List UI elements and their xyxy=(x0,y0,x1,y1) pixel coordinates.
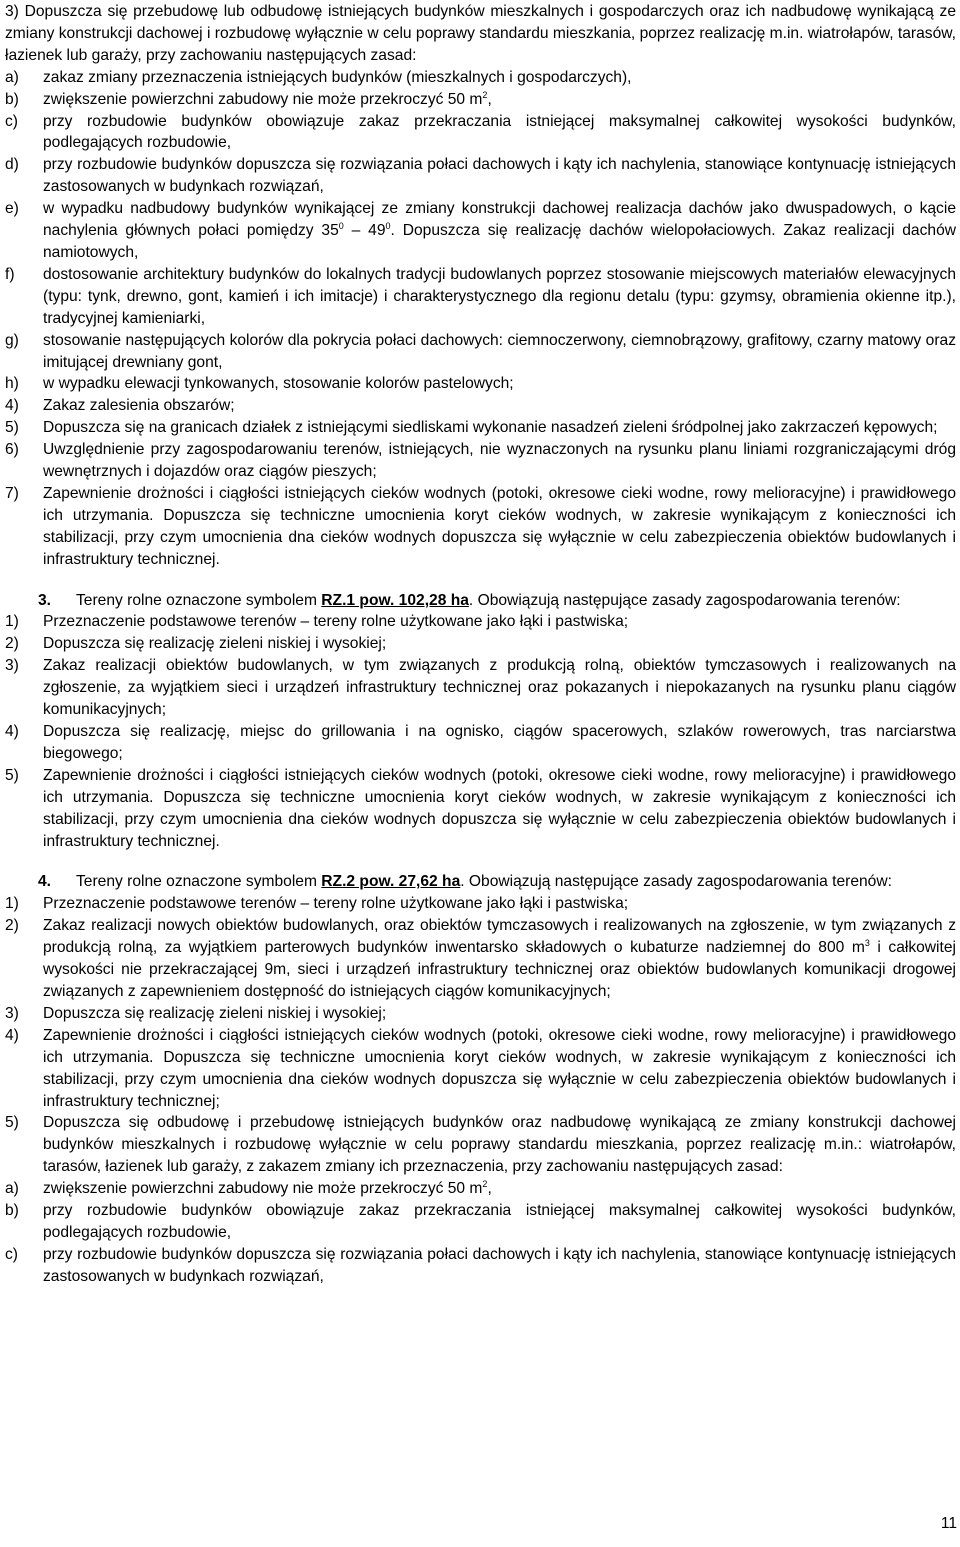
section-4-item-4: 4) Zapewnienie drożności i ciągłości istniejących cieków wodnych (potoki, okresowe cieki wodne, rowy melioracyjne) i prawidłowego ich utrzymania. Dopuszcza się techniczne umocnienia koryt cieków wodnych, w zakresie wynikającym z konieczności ich stabilizacji, przy czym umocnienia dna cieków wodnych dopuszcza się wyłącznie w celu zabezpieczenia obiektów budowlanych i infrastruktury technicznej; xyxy=(5,1026,956,1110)
sub-item-h: h) w wypadku elewacji tynkowanych, stosowanie kolorów pastelowych; xyxy=(5,375,514,393)
section-4-sub-a: a) zwiększenie powierzchni zabudowy nie może przekroczyć 50 $m^2$, xyxy=(5,1179,492,1198)
section-3-symbol: RZ.1 pow. 102,28 ha xyxy=(321,591,469,609)
section-4-heading: 4. Tereny rolne oznaczone symbolem RZ.2 pow. 27,62 ha. Obowiązują następujące zasady zagospodarowania terenów: xyxy=(38,873,892,891)
section-4-item-5: 5) Dopuszcza się odbudowę i przebudowę istniejących budynków oraz nadbudowę wynikającą ze zmiany konstrukcji dachowej budynków mieszkalnych i rozbudowę wyłącznie w celu poprawy standardu mieszkania, poprzez realizację m.in.: wiatrołapów, tarasów, łazienek lub garaży, z zakazem zmiany ich przeznaczenia, przy zachowaniu następujących zasad: xyxy=(5,1114,956,1176)
section-3-item-5: 5) Zapewnienie drożności i ciągłości istniejących cieków wodnych (potoki, okresowe cieki wodne, rowy melioracyjne) i prawidłowego ich utrzymania. Dopuszcza się techniczne umocnienia koryt cieków wodnych, w zakresie wynikającym z konieczności ich stabilizacji, przy czym umocnienia dna cieków wodnych dopuszcza się wyłącznie w celu zabezpieczenia obiektów budowlanych i infrastruktury technicznej. xyxy=(5,766,956,850)
paragraph-6: 6) Uwzględnienie przy zagospodarowaniu terenów, istniejących, nie wyznaczonych na rysunku planu liniami rozgraniczającymi dróg wewnętrznych i dojazdów oraz ciągów pieszych; xyxy=(5,441,956,481)
sub-item-b: b) zwiększenie powierzchni zabudowy nie może przekroczyć 50 $m^2$, xyxy=(5,89,492,108)
sub-item-e: e) w wypadku nadbudowy budynków wynikającej ze zmiany konstrukcji dachowej realizacja dachów jako dwuspadowych, o kącie nachylenia głównych połaci pomiędzy $35^0 - 49^0$. Dopuszcza się realizację dachów wielopołaciowych. Zakaz realizacji dachów namiotowych, xyxy=(5,200,956,261)
sub-item-c: c) przy rozbudowie budynków obowiązuje zakaz przekraczania istniejącej maksymalnej całkowitej wysokości budynków, podlegających rozbudowie, xyxy=(5,112,956,152)
section-4-item-1: 1) Przeznaczenie podstawowe terenów – tereny rolne użytkowane jako łąki i pastwiska; xyxy=(5,895,629,913)
section-4-item-2: 2) Zakaz realizacji nowych obiektów budowlanych, oraz obiektów tymczasowych i realizowanych na zgłoszenie, w tym związanych z produkcją rolną, za wyjątkiem parterowych budynków inwentarsko składowych o kubaturze nadziemnej do 800 $m^3$ i całkowitej wysokości nie przekraczającej 9m, sieci i urządzeń infrastruktury technicznej oraz obiektów budowlanych komunikacji drogowej związanych z zapewnieniem dostępność do istniejących ciągów komunikacyjnych; xyxy=(5,917,956,1000)
sub-item-f: f) dostosowanie architektury budynków do lokalnych tradycji budowlanych poprzez stosowanie miejscowych materiałów elewacyjnych (typu: tynk, drewno, gont, kamień i ich imitacje) i charakterystycznego dla regionu detalu (typu: gzymsy, obramienia okienne itp.), tradycyjnej kamieniarki, xyxy=(5,265,956,327)
sub-item-a: a) zakaz zmiany przeznaczenia istniejących budynków (mieszkalnych i gospodarczych), xyxy=(5,68,632,86)
section-3-item-3: 3) Zakaz realizacji obiektów budowlanych, w tym związanych z produkcją rolną, obiektów tymczasowych i realizowanych na zgłoszenie, za wyjątkiem sieci i urządzeń infrastruktury technicznej oraz pokazanych i niepokazanych na rysunku planu ciągów komunikacyjnych; xyxy=(5,657,956,719)
section-4-sub-b: b) przy rozbudowie budynków obowiązuje zakaz przekraczania istniejącej maksymalnej całkowitej wysokości budynków, podlegających rozbudowie, xyxy=(5,1202,956,1241)
section-4-symbol: RZ.2 pow. 27,62 ha xyxy=(321,873,461,891)
sub-item-d: d) przy rozbudowie budynków dopuszcza się rozwiązania połaci dachowych i kąty ich nachylenia, stanowiące kontynuację istniejących zastosowanych w budynkach rozwiązań, xyxy=(5,156,956,196)
section-3-item-2: 2) Dopuszcza się realizację zieleni niskiej i wysokiej; xyxy=(5,635,387,653)
paragraph-5: 5) Dopuszcza się na granicach działek z istniejącymi siedliskami wykonanie nasadzeń zieleni śródpolnej jako zakrzaczeń kępowych; xyxy=(5,419,938,437)
paragraph-7: 7) Zapewnienie drożności i ciągłości istniejących cieków wodnych (potoki, okresowe cieki wodne, rowy melioracyjne) i prawidłowego ich utrzymania. Dopuszcza się techniczne umocnienia koryt cieków wodnych, w zakresie wynikającym z konieczności ich stabilizacji, przy czym umocnienia dna cieków wodnych dopuszcza się wyłącznie w celu zabezpieczenia obiektów budowlanych i infrastruktury technicznej. xyxy=(5,484,956,568)
section-4 xyxy=(5,871,956,1287)
section-3-heading: 3. Tereny rolne oznaczone symbolem RZ.1 pow. 102,28 ha. Obowiązują następujące zasady zagospodarowania terenów: xyxy=(38,591,901,609)
paragraph-4: 4) Zakaz zalesienia obszarów; xyxy=(5,397,235,415)
section-3 xyxy=(5,590,956,853)
section-4-sub-c: c) przy rozbudowie budynków dopuszcza się rozwiązania połaci dachowych i kąty ich nachylenia, stanowiące kontynuację istniejących zastosowanych w budynkach rozwiązań, xyxy=(5,1245,956,1285)
section-4-item-3: 3) Dopuszcza się realizację zieleni niskiej i wysokiej; xyxy=(5,1004,387,1022)
section-3-item-4: 4) Dopuszcza się realizację, miejsc do grillowania i na ognisko, ciągów spacerowych, szlaków rowerowych, tras narciarstwa biegowego; xyxy=(5,723,956,762)
paragraph-3: 3) Dopuszcza się przebudowę lub odbudowę istniejących budynków mieszkalnych i gospodarczych oraz ich nadbudowę wynikającą ze zmiany konstrukcji dachowej i rozbudowę wyłącznie w celu poprawy standardu mieszkania, poprzez realizację m.in. wiatrołapów, tarasów, łazienek lub garaży, przy zachowaniu następujących zasad: xyxy=(5,3,956,64)
sub-item-g: g) stosowanie następujących kolorów dla pokrycia połaci dachowych: ciemnoczerwony, ciemnobrązowy, grafitowy, czarny matowy oraz imitującej drewniany gont, xyxy=(5,331,956,371)
document-page xyxy=(5,1,956,1288)
page-number: 11 xyxy=(940,1515,957,1532)
section-3-item-1: 1) Przeznaczenie podstawowe terenów – tereny rolne użytkowane jako łąki i pastwiska; xyxy=(5,613,629,631)
